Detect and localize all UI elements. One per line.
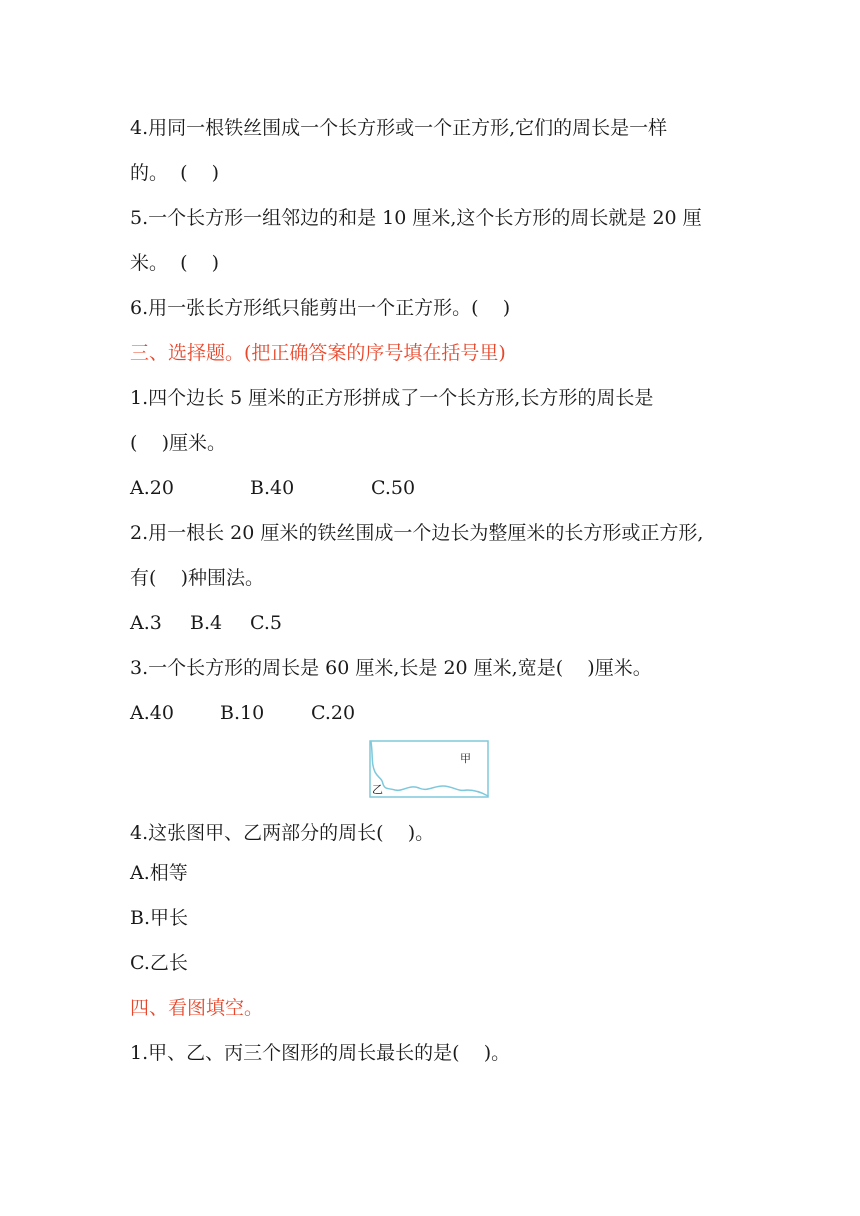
perimeter-figure: [369, 740, 489, 798]
choice-2-option-a: A.3: [130, 612, 162, 634]
section-4-heading: 四、看图填空。: [130, 997, 264, 1019]
choice-2-text-line2: 有( )种围法。: [130, 567, 264, 589]
question-6-text: 6.用一张长方形纸只能剪出一个正方形。( ): [130, 297, 511, 319]
choice-1-option-b: B.40: [250, 477, 295, 499]
choice-1-option-c: C.50: [371, 477, 416, 499]
section-3-heading: 三、选择题。(把正确答案的序号填在括号里): [130, 342, 506, 364]
figure-label-yi: 乙: [372, 783, 383, 796]
choice-4-option-c: C.乙长: [130, 952, 188, 974]
choice-4-option-b: B.甲长: [130, 907, 189, 929]
dividing-curve: [371, 742, 488, 796]
figure-label-jia: 甲: [460, 752, 471, 765]
choice-2-option-b: B.4: [190, 612, 223, 634]
perimeter-figure-svg: [369, 740, 489, 798]
choice-4-option-a: A.相等: [130, 862, 188, 884]
choice-3-option-c: C.20: [311, 702, 356, 724]
choice-3-option-a: A.40: [130, 702, 174, 724]
choice-2-option-c: C.5: [250, 612, 282, 634]
question-5-text-line2: 米。 ( ): [130, 252, 220, 274]
question-4-text-line1: 4.用同一根铁丝围成一个长方形或一个正方形,它们的周长是一样: [130, 117, 668, 139]
choice-1-option-a: A.20: [130, 477, 174, 499]
choice-3-text: 3.一个长方形的周长是 60 厘米,长是 20 厘米,宽是( )厘米。: [130, 657, 652, 679]
choice-3-option-b: B.10: [220, 702, 265, 724]
question-5-text-line1: 5.一个长方形一组邻边的和是 10 厘米,这个长方形的周长就是 20 厘: [130, 207, 702, 229]
choice-4-text: 4.这张图甲、乙两部分的周长( )。: [130, 822, 435, 844]
fill-1-text: 1.甲、乙、丙三个图形的周长最长的是( )。: [130, 1042, 511, 1064]
choice-2-text-line1: 2.用一根长 20 厘米的铁丝围成一个边长为整厘米的长方形或正方形,: [130, 522, 704, 544]
choice-1-text-line2: ( )厘米。: [130, 432, 226, 454]
choice-1-text-line1: 1.四个边长 5 厘米的正方形拼成了一个长方形,长方形的周长是: [130, 387, 654, 409]
question-4-text-line2: 的。 ( ): [130, 162, 220, 184]
